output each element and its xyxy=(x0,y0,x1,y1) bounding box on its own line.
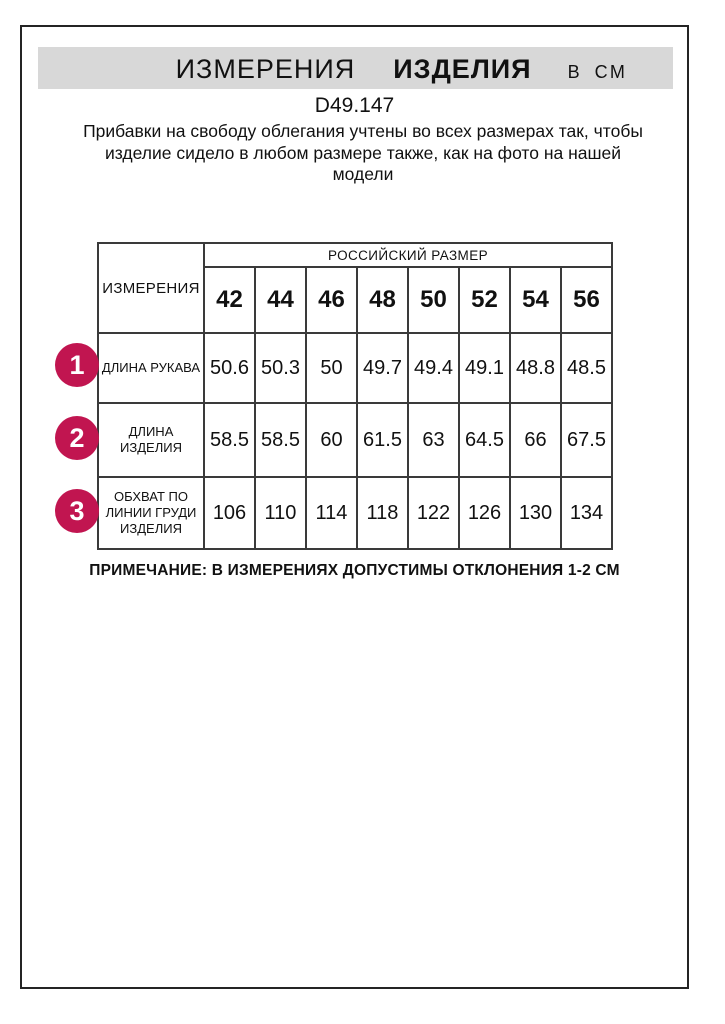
measurement-value: 114 xyxy=(306,477,357,549)
measurement-value: 122 xyxy=(408,477,459,549)
measurement-value: 58.5 xyxy=(255,403,306,477)
table-row-chest-girth xyxy=(98,477,612,549)
product-code: D49.147 xyxy=(314,94,395,117)
measurement-value: 64.5 xyxy=(459,403,510,477)
size-column-header: 48 xyxy=(357,267,408,333)
row-marker-3: 3 xyxy=(55,489,99,533)
measurement-value: 50.3 xyxy=(255,333,306,403)
size-column-header: 52 xyxy=(459,267,510,333)
row-label: ДЛИНА РУКАВА xyxy=(98,333,204,403)
measurement-value: 50 xyxy=(306,333,357,403)
row-label: ДЛИНА ИЗДЕЛИЯ xyxy=(98,403,204,477)
size-column-header: 46 xyxy=(306,267,357,333)
title-unit-label: В СМ xyxy=(567,62,628,82)
table-row-sleeve-length xyxy=(98,333,612,403)
measurements-column-header: ИЗМЕРЕНИЯ xyxy=(98,243,204,333)
measurement-value: 110 xyxy=(255,477,306,549)
row-label: ОБХВАТ ПО ЛИНИИ ГРУДИ ИЗДЕЛИЯ xyxy=(98,477,204,549)
table-row-item-length xyxy=(98,403,612,477)
measurement-value: 60 xyxy=(306,403,357,477)
measurement-value: 67.5 xyxy=(561,403,612,477)
size-column-header: 42 xyxy=(204,267,255,333)
measurement-value: 58.5 xyxy=(204,403,255,477)
size-column-header: 50 xyxy=(408,267,459,333)
size-column-header: 44 xyxy=(255,267,306,333)
measurement-value: 66 xyxy=(510,403,561,477)
measurement-value: 118 xyxy=(357,477,408,549)
measurement-value: 48.5 xyxy=(561,333,612,403)
measurement-value: 48.8 xyxy=(510,333,561,403)
table-group-header-row xyxy=(98,243,612,267)
size-column-header: 54 xyxy=(510,267,561,333)
measurement-value: 49.1 xyxy=(459,333,510,403)
measurement-value: 126 xyxy=(459,477,510,549)
size-measurements-table xyxy=(97,242,613,550)
russian-size-group-header: РОССИЙСКИЙ РАЗМЕР xyxy=(204,243,612,267)
measurement-value: 106 xyxy=(204,477,255,549)
measurement-value: 63 xyxy=(408,403,459,477)
title-bar xyxy=(38,47,673,89)
note-text: ПРИМЕЧАНИЕ: В ИЗМЕРЕНИЯХ ДОПУСТИМЫ ОТКЛОНЕНИЯ 1-2 СМ xyxy=(89,562,620,579)
title-word-measurements: ИЗМЕРЕНИЯ xyxy=(175,54,356,84)
row-marker-2: 2 xyxy=(55,416,99,460)
title-word-product: ИЗДЕЛИЯ xyxy=(393,54,532,84)
fit-description-text: Прибавки на свободу облегания учтены во всех размерах так, чтобы изделие сидело в любом размере также, как на фото на нашей модели xyxy=(83,121,643,184)
size-column-header: 56 xyxy=(561,267,612,333)
measurement-value: 49.4 xyxy=(408,333,459,403)
measurement-value: 130 xyxy=(510,477,561,549)
measurement-value: 134 xyxy=(561,477,612,549)
measurement-value: 61.5 xyxy=(357,403,408,477)
title-text-group xyxy=(176,54,628,85)
row-marker-1: 1 xyxy=(55,343,99,387)
measurement-value: 50.6 xyxy=(204,333,255,403)
measurement-value: 49.7 xyxy=(357,333,408,403)
